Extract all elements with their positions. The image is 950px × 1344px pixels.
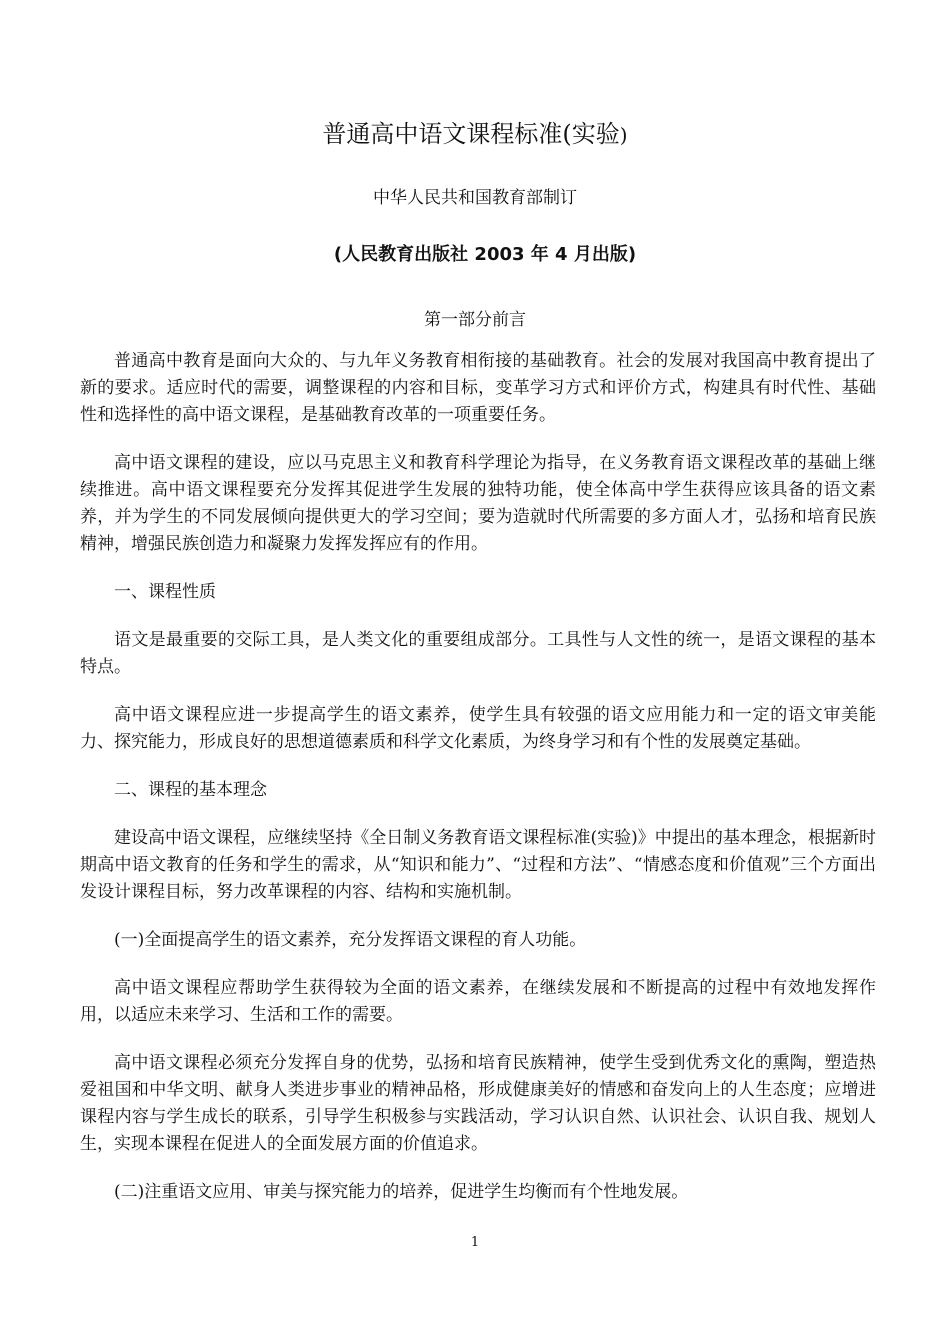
section-heading: 二、课程的基本理念 xyxy=(114,780,267,800)
paragraph: 高中语文课程应进一步提高学生的语文素养，使学生具有较强的语文应用能力和一定的语文审美能力、探究能力，形成良好的思想道德素质和科学文化素质，为终身学习和有个性的发展奠定基础。 xyxy=(80,705,876,752)
publisher-line: (人民教育出版社 2003 年 4 月出版) xyxy=(333,244,637,265)
paragraph: 语文是最重要的交际工具，是人类文化的重要组成部分。工具性与人文性的统一，是语文课程的基本特点。 xyxy=(80,630,876,677)
subsection-heading: (一)全面提高学生的语文素养，充分发挥语文课程的育人功能。 xyxy=(114,930,587,950)
body-text xyxy=(80,348,876,1227)
section-heading: 一、课程性质 xyxy=(114,582,216,602)
issuing-authority: 中华人民共和国教育部制订 xyxy=(373,188,577,208)
paragraph: 高中语文课程的建设，应以马克思主义和教育科学理论为指导，在义务教育语文课程改革的基础上继续推进。高中语文课程要充分发挥其促进学生发展的独特功能，使全体高中学生获得应该具备的语文素养，并为学生的不同发展倾向提供更大的学习空间；要为造就时代所需要的多方面人才，弘扬和培育民族精神，增强民族创造力和凝聚力发挥发挥应有的作用。 xyxy=(80,453,876,554)
page-number: 1 xyxy=(470,1235,480,1250)
paragraph: 建设高中语文课程，应继续坚持《全日制义务教育语文课程标准(实验)》中提出的基本理念，根据新时期高中语文教育的任务和学生的需求，从“知识和能力”、“过程和方法”、“情感态度和价值观”三个方面出发设计课程目标，努力改革课程的内容、结构和实施机制。 xyxy=(80,828,876,902)
document-title xyxy=(0,117,950,152)
paragraph: 高中语文课程必须充分发挥自身的优势，弘扬和培育民族精神，使学生受到优秀文化的熏陶，塑造热爱祖国和中华文明、献身人类进步事业的精神品格，形成健康美好的情感和奋发向上的人生态度；应增进课程内容与学生成长的联系，引导学生积极参与实践活动，学习认识自然、认识社会、认识自我、规划人生，实现本课程在促进人的全面发展方面的价值追求。 xyxy=(80,1053,876,1154)
paragraph: 普通高中教育是面向大众的、与九年义务教育相衔接的基础教育。社会的发展对我国高中教育提出了新的要求。适应时代的需要，调整课程的内容和目标，变革学习方式和评价方式，构建具有时代性、基础性和选择性的高中语文课程，是基础教育改革的一项重要任务。 xyxy=(80,351,876,425)
part-heading: 第一部分前言 xyxy=(424,310,526,330)
subsection-heading: (二)注重语文应用、审美与探究能力的培养，促进学生均衡而有个性地发展。 xyxy=(114,1182,689,1202)
paragraph: 高中语文课程应帮助学生获得较为全面的语文素养，在继续发展和不断提高的过程中有效地发挥作用，以适应未来学习、生活和工作的需要。 xyxy=(80,978,876,1025)
document-title-close-paren: ) xyxy=(619,123,628,147)
document-title-main: 普通高中语文课程标准(实验 xyxy=(322,120,620,148)
